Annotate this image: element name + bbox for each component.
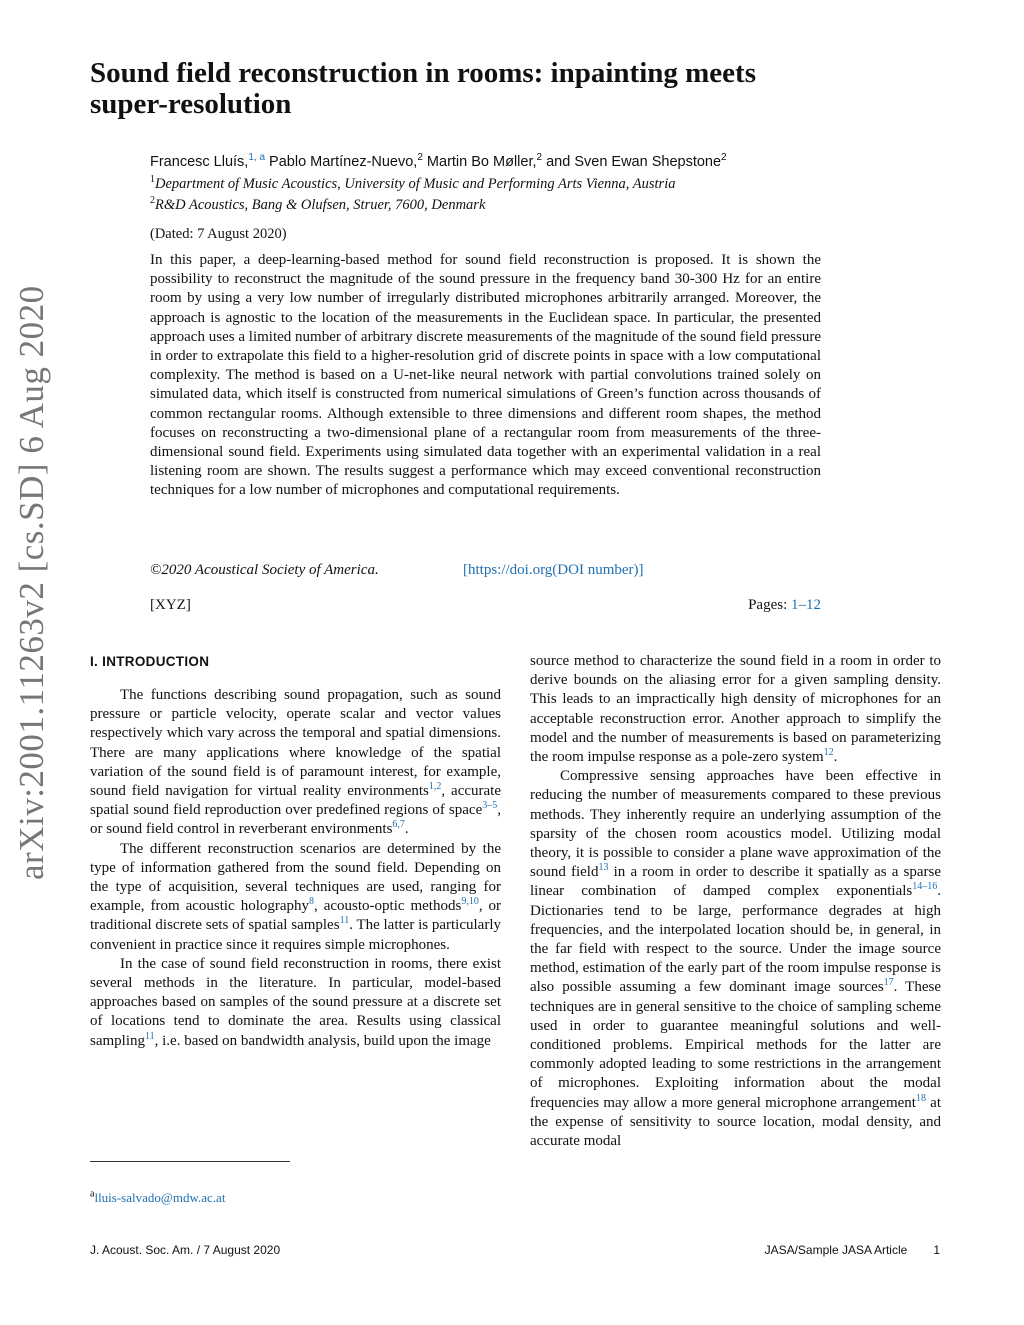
paragraph-text: . xyxy=(404,821,409,838)
author-affil-marker: 2 xyxy=(417,152,423,164)
author-name: Martin Bo Møller, xyxy=(422,154,537,170)
citation-link[interactable]: 11 xyxy=(339,915,350,927)
footer-right xyxy=(765,1243,940,1257)
citation-link[interactable]: 8 xyxy=(309,896,315,908)
citation-link[interactable]: 14–16 xyxy=(912,881,938,893)
affiliation-number: 2 xyxy=(150,195,155,207)
paragraph xyxy=(90,686,501,840)
paragraph xyxy=(530,652,941,767)
affiliation-text: Department of Music Acoustics, University of Music and Performing Arts Vienna, Austria xyxy=(155,176,676,192)
pages-range-link[interactable]: 1–12 xyxy=(791,597,821,613)
dated-line: (Dated: 7 August 2020) xyxy=(150,226,287,242)
paragraph-text: The different reconstruction scenarios are determined by the type of information gathered from the sound field. Depending on the type of acquisition, several techniques are used, ranging for example, from acoustic holography xyxy=(90,840,501,915)
paragraph-text: In the case of sound field reconstruction in rooms, there exist several methods in the literature. In particular, model-based approaches based on samples of the sound pressure at a discrete set of locations tend to dominate the area. Results using classical sampling xyxy=(90,955,501,1049)
paragraph-text: , or sound field control in reverberant environments xyxy=(90,802,501,838)
paragraph-text: , acousto-optic methods xyxy=(314,898,462,915)
left-column xyxy=(90,686,501,1051)
citation-link[interactable]: 11 xyxy=(145,1030,155,1042)
arxiv-identifier: arXiv:2001.11263v2 [cs.SD] 6 Aug 2020 xyxy=(12,285,51,880)
paragraph-text: Compressive sensing approaches have been effective in reducing the number of measurements compared to these previous methods. They inherently require an underlying assumption of the sparsity of the chosen room acoustics model. Utilizing modal theory, it is possible to consider a plane wave approximation of the sound field xyxy=(530,768,941,881)
citation-link[interactable]: 17 xyxy=(883,977,894,989)
xyz-code: [XYZ] xyxy=(150,597,191,613)
affiliation-text: R&D Acoustics, Bang & Olufsen, Struer, 7600, Denmark xyxy=(155,197,486,213)
citation-link[interactable]: 9,10 xyxy=(461,896,479,908)
paragraph-text: , i.e. based on bandwidth analysis, build upon the image xyxy=(154,1032,491,1049)
pages-label: Pages: xyxy=(748,597,791,613)
paragraph-text: . The latter is particularly convenient in practice since it requires simple microphones. xyxy=(90,917,501,953)
citation-link[interactable]: 1,2 xyxy=(428,781,442,793)
author-name: Francesc Lluís, xyxy=(150,154,249,170)
footnote xyxy=(90,1190,225,1206)
paragraph-text: . xyxy=(833,749,838,766)
affiliation-1 xyxy=(150,176,675,193)
copyright-text: ©2020 Acoustical Society of America. xyxy=(150,562,379,578)
citation-link[interactable]: 3–5 xyxy=(482,800,498,812)
paragraph xyxy=(90,955,501,1051)
paragraph-text: in a room in order to describe it spatially as a sparse linear combination of damped complex exponentials xyxy=(530,864,941,900)
abstract: In this paper, a deep-learning-based method for sound field reconstruction is proposed. It is shown the possibility to reconstruct the magnitude of the sound pressure in the frequency band 30-300 Hz for an entire room by using a very low number of irregularly distributed microphones arbitrarily arranged. Moreover, the approach is agnostic to the location of the measurements in the Euclidean space. In particular, the presented approach uses a limited number of arbitrary discrete measurements of the magnitude of the sound field pressure in order to extrapolate this field to a higher-resolution grid of discrete points in space with a low computational complexity. The method is based on a U-net-like neural network with partial convolutions trained solely on simulated data, which itself is constructed from numerical simulations of Green’s function across thousands of common rectangular rooms. Although extensible to three dimensions and different room shapes, the method focuses on reconstructing a two-dimensional plane of a rectangular room from measurements of the three-dimensional sound field. Experiments using simulated data together with an experimental validation in a real listening room are shown. The results suggest a performance which may exceed conventional reconstruction techniques for a low number of microphones and computational requirements. xyxy=(150,252,821,499)
right-column xyxy=(530,652,941,1151)
author-affil-marker: 2 xyxy=(536,152,543,164)
paragraph-text: . These techniques are in general sensitive to the choice of sampling scheme used in order to guarantee meaningful solutions and well-conditioned problems. Empirical methods for the latter are commonly adopted leading to some restrictions in the arrangement of microphones. Exploiting information about the modal frequencies may allow a more general microphone arrangement xyxy=(530,979,941,1111)
affiliation-2 xyxy=(150,197,485,214)
paragraph-text: at the expense of sensitivity to source location, modal density, and accurate modal xyxy=(530,1094,942,1150)
footnote-marker: a xyxy=(90,1188,95,1200)
author-name: and Sven Ewan Shepstone xyxy=(542,154,722,170)
citation-link[interactable]: 12 xyxy=(823,747,834,759)
footer-journal: J. Acoust. Soc. Am. / 7 August 2020 xyxy=(90,1243,281,1257)
paragraph xyxy=(530,767,941,1151)
paragraph-text: source method to characterize the sound field in a room in order to derive bounds on the aliasing error for a given sampling density. This leads to an impractically high density of microphones for an acceptable reconstruction error. Another approach to simplify the model and the number of measurements is based on parameterizing the room impulse response as a pole-zero system xyxy=(530,653,941,766)
pages-info xyxy=(748,597,821,614)
doi-link[interactable]: [https://doi.org(DOI number)] xyxy=(463,562,644,578)
citation-link[interactable]: 6,7 xyxy=(392,819,405,831)
page-number: 1 xyxy=(933,1243,940,1257)
author-affil-marker[interactable]: 1, a xyxy=(248,152,266,164)
author-name: Pablo Martínez-Nuevo, xyxy=(265,154,418,170)
copyright-notice xyxy=(150,562,379,579)
paragraph-text: The functions describing sound propagation, such as sound pressure or particle velocity, operate scalar and vector values respectively which vary across the temporal and spatial dimensions. There are many applications where knowledge of the spatial variation of the sound field is of paramount interest, for example, sound field navigation for virtual reality environments xyxy=(90,687,501,800)
footer-article-label: JASA/Sample JASA Article xyxy=(764,1243,908,1257)
citation-link[interactable]: 13 xyxy=(598,862,609,874)
footnote-divider xyxy=(90,1161,290,1162)
paragraph-text: , accurate spatial sound field reproduction over predefined regions of space xyxy=(90,783,501,819)
affiliation-number: 1 xyxy=(150,174,155,186)
paragraph xyxy=(90,840,501,955)
author-list xyxy=(150,154,727,170)
citation-link[interactable]: 18 xyxy=(915,1092,926,1104)
paper-title: Sound field reconstruction in rooms: inpainting meets super-resolution xyxy=(90,57,756,120)
footnote-email-link[interactable]: lluis-salvado@mdw.ac.at xyxy=(94,1190,226,1205)
author-affil-marker: 2 xyxy=(721,152,727,164)
section-heading: I. INTRODUCTION xyxy=(90,654,210,669)
paragraph-text: , or traditional discrete sets of spatial samples xyxy=(90,898,502,934)
paragraph-text: . Dictionaries tend to be large, performance degrades at high frequencies, and the interpolated location should be, in general, in the far field with respect to the source. Under the image source method, estimation of the early part of the room impulse response is also possible assuming a few dominant image sources xyxy=(530,883,941,996)
